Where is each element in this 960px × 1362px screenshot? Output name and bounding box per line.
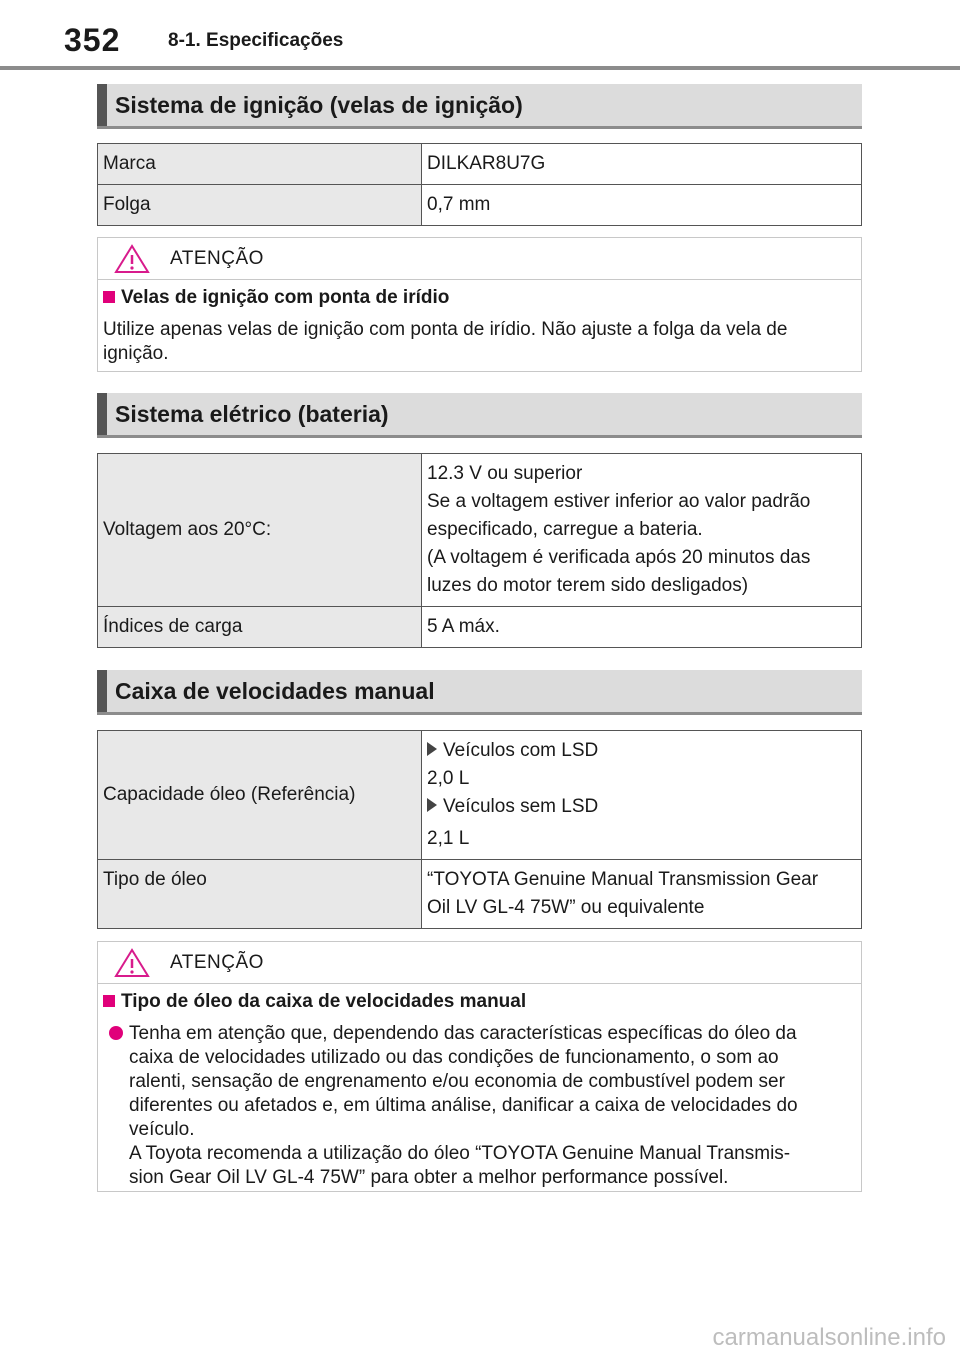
warning-subtitle: Tipo de óleo da caixa de velocidades manual [103, 990, 856, 1014]
section-bar [97, 84, 107, 126]
section-bar [97, 393, 107, 435]
electrical-table [97, 453, 862, 648]
section-title: Caixa de velocidades manual [115, 678, 435, 704]
table-key: Tipo de óleo [98, 860, 422, 929]
round-bullet-icon [109, 1026, 123, 1040]
warning-body [98, 280, 861, 376]
section-bar [97, 670, 107, 712]
warning-header [98, 942, 861, 984]
table-row [98, 454, 862, 607]
table-key: Capacidade óleo (Referência) [98, 731, 422, 860]
table-key: Voltagem aos 20°C: [98, 454, 422, 607]
warning-text: Tenha em atenção que, dependendo das características específicas do óleo da caixa de velocidades utilizado ou das condições de funcionamento, o som ao ralenti, sensação de engrenamento e/ou economia de combustível podem ser diferentes ou afetados e, em última análise, danificar a caixa de velocidades do veículo. A Toyota recomenda a utilização do óleo “TOYOTA Genuine Manual Transmis- sion Gear Oil LV GL-4 75W” para obter a melhor performance possível. [103, 1022, 856, 1190]
warning-box-transmission-oil [97, 941, 862, 1192]
warning-header [98, 238, 861, 280]
table-value: “TOYOTA Genuine Manual Transmission Gear Oil LV GL-4 75W” ou equivalente [422, 860, 862, 929]
table-value: 5 A máx. [422, 607, 862, 648]
section-title: Sistema elétrico (bateria) [115, 401, 389, 427]
table-key: Índices de carga [98, 607, 422, 648]
transmission-table [97, 730, 862, 929]
warning-triangle-icon [114, 948, 150, 983]
triangle-bullet-icon [427, 742, 437, 756]
list-item: Veículos sem LSD [427, 793, 856, 821]
warning-body [98, 984, 861, 1200]
table-row [98, 731, 862, 860]
section-electrical-header [97, 393, 862, 438]
table-row [98, 607, 862, 648]
table-row [98, 144, 862, 185]
section-ignition-header [97, 84, 862, 129]
table-key: Marca [98, 144, 422, 185]
warning-box-spark-plugs [97, 237, 862, 372]
page-number: 352 [64, 22, 121, 58]
square-bullet-icon [103, 291, 115, 303]
table-value: DILKAR8U7G [422, 144, 862, 185]
table-value: Veículos com LSD 2,0 L Veículos sem LSD 2,1 L [422, 731, 862, 860]
section-transmission-header [97, 670, 862, 715]
warning-title: ATENÇÃO [170, 952, 264, 973]
section-title: Sistema de ignição (velas de ignição) [115, 92, 523, 118]
chapter-title: 8-1. Especificações [168, 30, 344, 51]
warning-subtitle: Velas de ignição com ponta de irídio [103, 286, 856, 310]
triangle-bullet-icon [427, 798, 437, 812]
list-item: Veículos com LSD [427, 737, 856, 765]
header-divider [0, 66, 960, 70]
square-bullet-icon [103, 995, 115, 1007]
ignition-table [97, 143, 862, 226]
warning-title: ATENÇÃO [170, 248, 264, 269]
table-key: Folga [98, 185, 422, 226]
table-row [98, 860, 862, 929]
table-value: 12.3 V ou superior Se a voltagem estiver inferior ao valor padrão especificado, carregue a bateria. (A voltagem é verificada após 20 minutos das luzes do motor terem sido desligados) [422, 454, 862, 607]
warning-text: Utilize apenas velas de ignição com ponta de irídio. Não ajuste a folga da vela de ignição. [103, 319, 788, 364]
warning-triangle-icon [114, 244, 150, 279]
table-row [98, 185, 862, 226]
watermark: carmanualsonline.info [712, 1324, 946, 1351]
table-value: 0,7 mm [422, 185, 862, 226]
